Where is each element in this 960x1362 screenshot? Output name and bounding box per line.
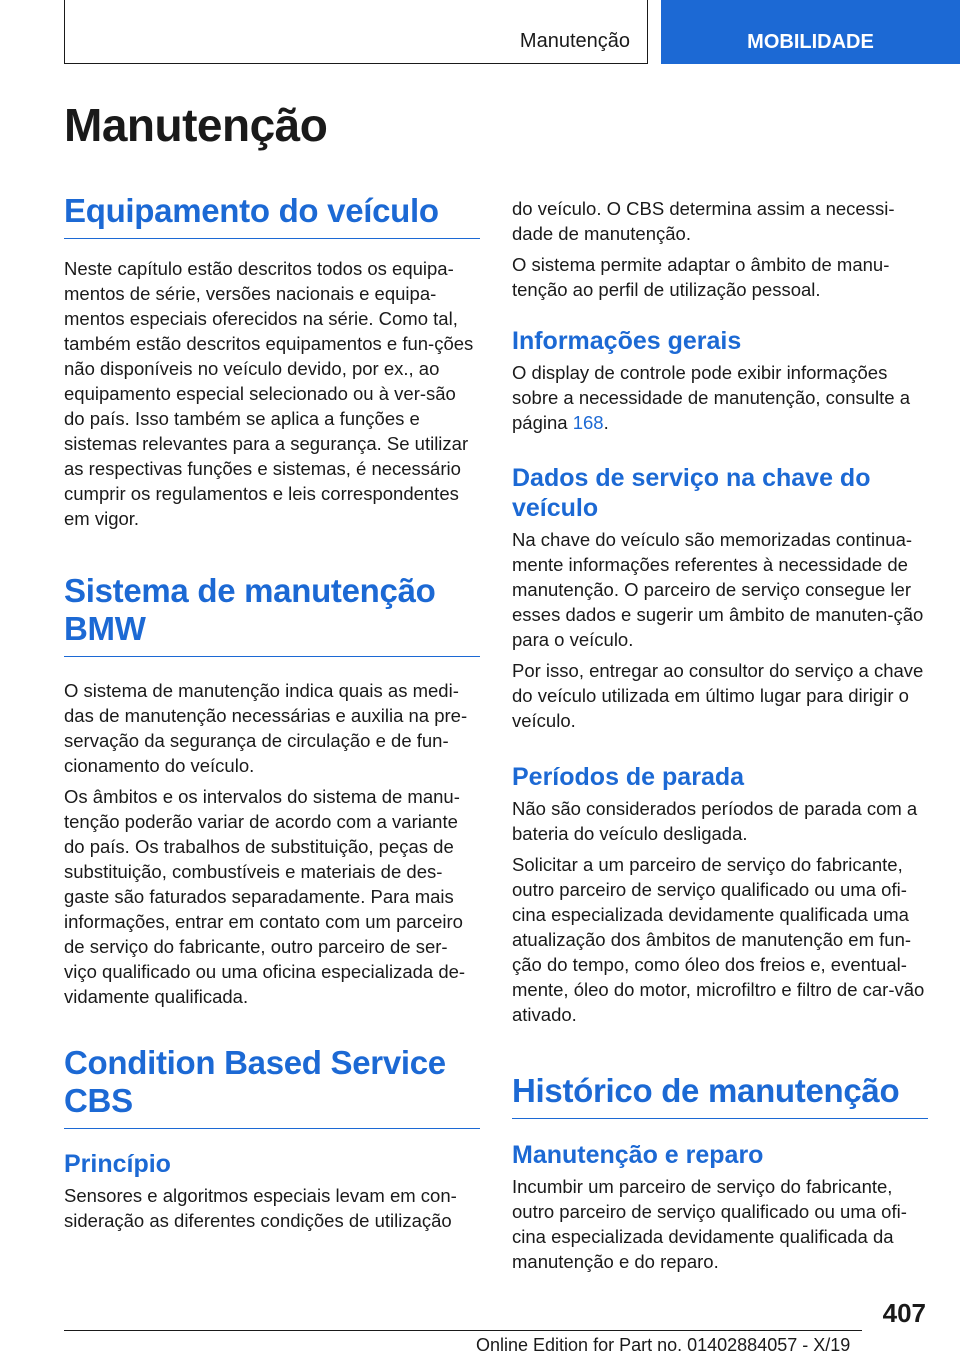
heading-bmw-maintenance: Sistema de manutenção BMW (64, 572, 480, 657)
equipment-paragraph: Neste capítulo estão descritos todos os equipa-mentos de série, versões nacionais e equipa-mentos especiais oferecidos na série. Como tal, também estão descritos equipamentos e fun-ções não disponíveis no veículo devido, por ex., ao equipamento especial selecionado ou à ver-são do país. Isso também se aplica a funções e sistemas relevantes para a segurança. Se utilizar as respectivas funções e sistemas, é necessário cumprir os regulamentos e leis correspondentes em vigor. (64, 258, 474, 529)
header-section-title: Manutenção (519, 30, 630, 52)
page-title: Manutenção (64, 99, 328, 151)
section-key-data (512, 463, 928, 733)
heading-equipment: Equipamento do veículo (64, 192, 480, 239)
section-cbs (64, 1044, 480, 1233)
footer-divider (64, 1330, 862, 1331)
section-general-info (512, 326, 928, 435)
general-info-paragraph (512, 360, 928, 435)
page-number: 407 (882, 1298, 926, 1328)
bmw-paragraph-2: Os âmbitos e os intervalos do sistema de manu-tenção poderão variar de acordo com a variante do país. Os trabalhos de substituição, peças de substituição, combustíveis e materiais de des-gaste são faturados separadamente. Para mais informações, entrar em contato com um parceiro de serviço do fabricante, outro parceiro de ser-viço qualificado ou uma oficina especializada de-vidamente qualificada. (64, 786, 466, 1007)
heading-key-data: Dados de serviço na chave do veículo (512, 464, 871, 522)
header-chapter-label: MOBILIDADE (747, 31, 874, 53)
heading-cbs: Condition Based Service CBS (64, 1044, 480, 1129)
section-parking-periods (512, 762, 928, 1027)
bmw-paragraph-1: O sistema de manutenção indica quais as medi-das de manutenção necessárias e auxilia na pre-servação da segurança de circulação e de fun-cionamento do veículo. (64, 680, 468, 776)
key-data-paragraph-1: Na chave do veículo são memorizadas continua-mente informações referentes à necessidade de manutenção. O parceiro de serviço consegue ler esses dados e sugerir um âmbito de manuten-ção para o veículo. (512, 529, 924, 650)
heading-principle: Princípio (64, 1150, 171, 1178)
cbs-continued-paragraph: do veículo. O CBS determina assim a necessi-dade de manutenção. (512, 198, 895, 244)
page-link-168[interactable]: 168 (572, 412, 604, 433)
heading-history: Histórico de manutenção (512, 1072, 928, 1119)
heading-general-info: Informações gerais (512, 327, 742, 355)
parking-paragraph-2: Solicitar a um parceiro de serviço do fabricante, outro parceiro de serviço qualificado ou uma ofi-cina especializada devidamente qualificada uma atualização dos âmbitos de manutenção em fun-ção do tempo, como óleo dos freios e, eventual-mente, óleo do motor, microfiltro e filtro de car-vão ativado. (512, 854, 925, 1025)
section-bmw-maintenance (64, 572, 480, 1009)
section-equipment (64, 192, 480, 531)
parking-paragraph-1: Não são considerados períodos de parada com a bateria do veículo desligada. (512, 798, 918, 844)
principle-paragraph: Sensores e algoritmos especiais levam em con-sideração as diferentes condições de utilização (64, 1185, 457, 1231)
key-data-paragraph-2: Por isso, entregar ao consultor do serviço a chave do veículo utilizada em último lugar para dirigir o veículo. (512, 660, 924, 731)
heading-parking-periods: Períodos de parada (512, 763, 745, 791)
footer-edition-text: Online Edition for Part no. 01402884057 - X/19 (476, 1335, 851, 1355)
cbs-adapt-paragraph: O sistema permite adaptar o âmbito de manu-tenção ao perfil de utilização pessoal. (512, 254, 890, 300)
general-info-text: O display de controle pode exibir informações sobre a necessidade de manutenção, consulte a página (512, 362, 911, 433)
header-chapter-tab (661, 0, 960, 64)
maintenance-repair-paragraph: Incumbir um parceiro de serviço do fabricante, outro parceiro de serviço qualificado ou uma ofi-cina especializada devidamente qualificada da manutenção e do reparo. (512, 1176, 907, 1272)
section-history (512, 1072, 928, 1274)
cbs-continuation (512, 196, 928, 302)
general-info-period: . (603, 412, 609, 433)
heading-maintenance-repair: Manutenção e reparo (512, 1141, 764, 1169)
